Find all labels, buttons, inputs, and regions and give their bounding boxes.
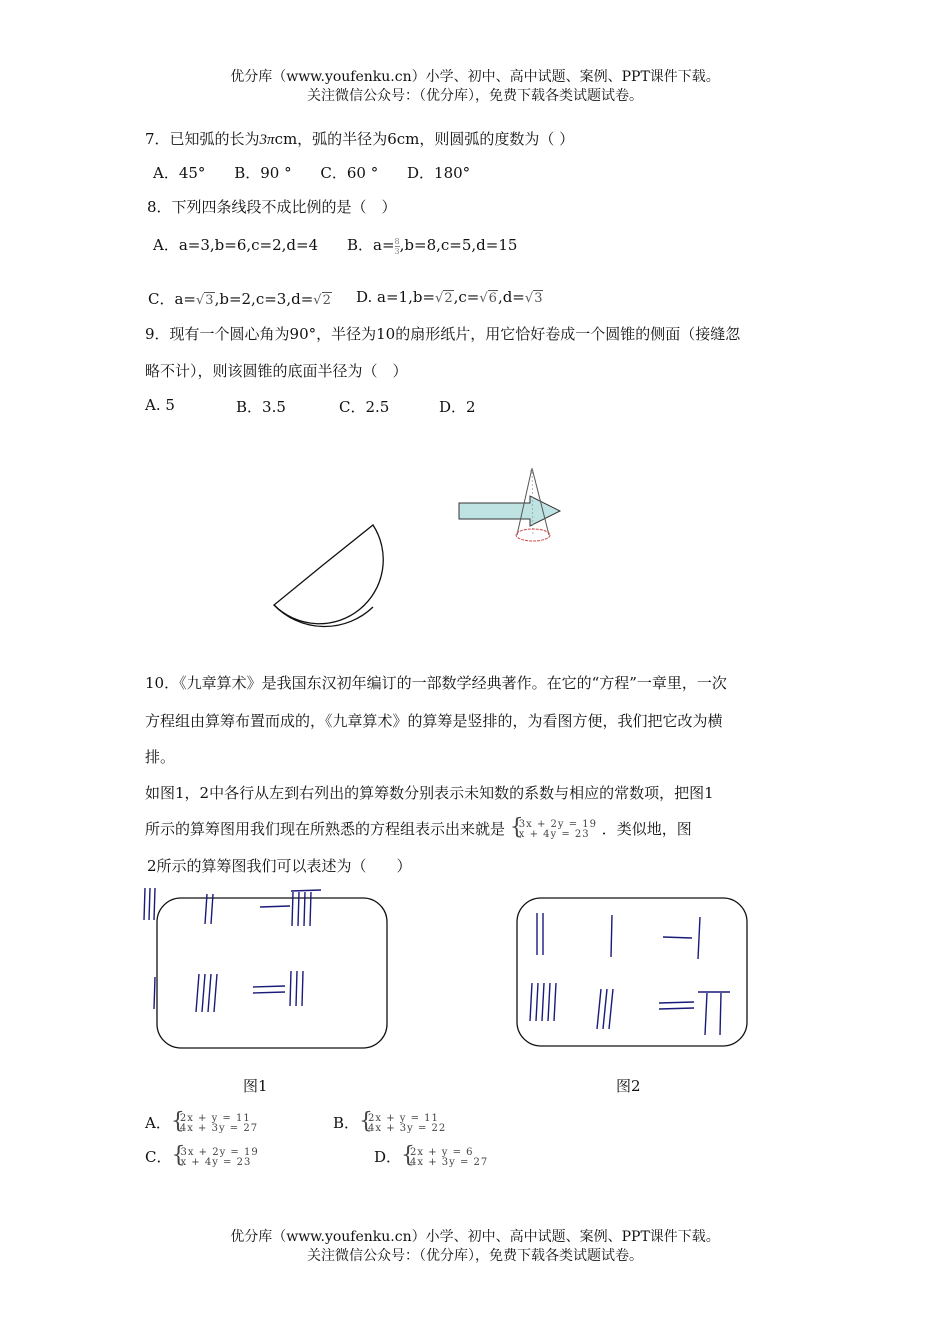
counting-rod (302, 971, 303, 1006)
radicand: 2 (322, 293, 331, 308)
counting-rod (548, 983, 550, 1021)
q10-option-d[interactable] (374, 1146, 488, 1168)
q10-line5-post: ．类似地，图 (601, 820, 692, 838)
header-line-1: 优分库（www.youfenku.cn）小学、初中、高中试题、案例、PPT课件下载。 (230, 69, 720, 85)
equation-line: { 3x + 2y = 19 (180, 1147, 259, 1158)
radicand: 2 (444, 291, 453, 306)
q7-option-a[interactable]: A．45° (153, 164, 206, 182)
sqrt-6: √6 (479, 291, 497, 306)
q7-text-post: cm，弧的半径为6cm，则圆弧的度数为（ ） (274, 130, 575, 148)
counting-rod (597, 989, 601, 1029)
counting-rod (149, 888, 150, 920)
counting-rod (609, 989, 613, 1029)
q7-text-pre: 7．已知弧的长为 (145, 130, 260, 148)
equation-line: x + 4y = 23 (518, 829, 590, 840)
counting-rod (292, 892, 293, 926)
figure-2-caption: 图2 (616, 1077, 641, 1095)
question-9-line-2: 略不计），则该圆锥的底面半径为（ ） (145, 362, 408, 380)
question-7 (145, 128, 574, 149)
q8-d-pre: D. a=1,b= (356, 288, 436, 306)
footer-line-2: 关注微信公众号：（优分库），免费下载各类试题试卷。 (307, 1248, 643, 1264)
equation-system (171, 1148, 258, 1168)
equation-system (359, 1114, 446, 1134)
q8-option-c[interactable] (148, 288, 332, 309)
q7-option-c[interactable]: C．60 ° (320, 164, 379, 182)
counting-rod (298, 892, 299, 926)
counting-rod (154, 977, 155, 1009)
svg-text:r: r (530, 468, 533, 476)
radicand: 6 (488, 291, 497, 306)
equation-line: { 3x + 2y = 19 (518, 819, 598, 830)
question-10-line-6: 2所示的算筹图我们可以表述为（ ） (147, 857, 412, 875)
fraction-numerator: 8 (394, 236, 400, 246)
equation-line: { 2x + y = 11 (368, 1113, 439, 1124)
counting-rod (214, 974, 217, 1012)
q7-arc-length: 3π (259, 132, 275, 148)
counting-rod (603, 989, 607, 1029)
q8-option-a[interactable]: A．a=3,b=6,c=2,d=4 (153, 236, 319, 254)
sqrt-3: √3 (196, 293, 214, 308)
counting-rod (720, 993, 721, 1035)
counting-rod (659, 1008, 694, 1009)
equation-line: 4x + 3y = 22 (368, 1123, 447, 1134)
question-10-line-2: 方程组由算筹布置而成的，《九章算术》的算筹是竖排的，为看图方便，我们把它改为横 (145, 712, 723, 730)
q8-c-pre: C．a= (148, 290, 196, 308)
counting-rod (154, 888, 155, 920)
equation-line: 4x + 3y = 27 (410, 1157, 489, 1168)
equation-line: 4x + 3y = 27 (179, 1123, 259, 1134)
counting-rod (291, 890, 321, 891)
figure-1-caption: 图1 (243, 1077, 268, 1095)
counting-rod (253, 992, 285, 993)
counting-rod (310, 892, 311, 926)
header-line-2: 关注微信公众号：（优分库），免费下载各类试题试卷。 (307, 88, 643, 104)
equation-system (171, 1114, 258, 1134)
equation-system (401, 1148, 488, 1168)
footer-line-1: 优分库（www.youfenku.cn）小学、初中、高中试题、案例、PPT课件下载。 (230, 1229, 720, 1245)
equation-line: { 2x + y = 11 (179, 1113, 251, 1124)
q8-b-post: ,b=8,c=5,d=15 (399, 236, 518, 254)
question-10-line-1: 10．《九章算术》是我国东汉初年编订的一部数学经典著作。在它的“方程”一章里，一次 (145, 674, 727, 692)
q8-d-mid2: ,d= (497, 288, 525, 306)
counting-rod (542, 983, 544, 1021)
counting-rod (611, 915, 612, 957)
sqrt-2: √2 (435, 291, 453, 306)
sector-shape (274, 525, 383, 624)
q8-d-mid1: ,c= (453, 288, 480, 306)
arrow-right-icon (459, 496, 560, 526)
q9-option-d[interactable]: D．2 (439, 398, 476, 416)
equation-line: { 2x + y = 6 (410, 1147, 474, 1158)
counting-rod (663, 937, 692, 938)
question-10-line-4: 如图1，2中各行从左到右列出的算筹数分别表示未知数的系数与相应的常数项，把图1 (145, 784, 714, 802)
radicand: 3 (205, 293, 214, 308)
fraction-denominator: 3 (394, 246, 400, 256)
radicand: 3 (534, 291, 543, 306)
counting-rod (530, 983, 532, 1021)
equation-system (510, 820, 597, 840)
sqrt-3: √3 (524, 291, 543, 306)
option-label: A． (145, 1114, 171, 1132)
q9-figure (260, 440, 580, 650)
q7-option-b[interactable]: B．90 ° (234, 164, 292, 182)
counting-rod (296, 971, 297, 1006)
q8-option-d[interactable] (356, 288, 543, 306)
option-label: B． (333, 1114, 360, 1132)
counting-rod (253, 986, 285, 987)
counting-rod (304, 892, 305, 926)
q10-line5-pre: 所示的算筹图用我们现在所熟悉的方程组表示出来就是 (145, 820, 506, 838)
counting-rods-figure-1 (135, 880, 405, 1060)
q10-option-b[interactable] (333, 1112, 446, 1134)
equation-line: x + 4y = 23 (180, 1157, 252, 1168)
counting-rod (290, 971, 291, 1006)
option-label: C． (145, 1148, 172, 1166)
counting-rod (659, 1002, 694, 1003)
q8-option-b[interactable] (347, 234, 517, 256)
figure-2-frame (517, 898, 747, 1046)
counting-rod (705, 993, 707, 1035)
q8-b-pre: B．a= (347, 236, 395, 254)
counting-rod (260, 906, 290, 907)
question-10-line-3: 排。 (145, 748, 176, 766)
q7-options (153, 162, 494, 183)
q9-option-c[interactable]: C．2.5 (339, 398, 390, 416)
question-8: 8．下列四条线段不成比例的是（ ） (147, 198, 397, 216)
question-9-line-1: 9．现有一个圆心角为90°，半径为10的扇形纸片，用它恰好卷成一个圆锥的侧面（接缝忽 (145, 325, 741, 343)
q8-c-mid: ,b=2,c=3,d= (214, 290, 314, 308)
figure-1-frame (157, 898, 387, 1048)
q10-option-a[interactable] (145, 1112, 258, 1134)
counting-rod (202, 974, 205, 1012)
sqrt-2: √2 (313, 293, 331, 308)
q10-option-c[interactable] (145, 1146, 259, 1168)
q9-option-a[interactable]: A. 5 (145, 396, 175, 414)
q9-option-b[interactable]: B．3.5 (236, 398, 286, 416)
counting-rod (208, 974, 211, 1012)
counting-rods-figure-2 (505, 885, 755, 1055)
counting-rod (698, 917, 700, 959)
q7-option-d[interactable]: D．180° (407, 164, 471, 182)
option-label: D． (374, 1148, 402, 1166)
counting-rod (144, 888, 145, 920)
counting-rod (196, 974, 199, 1012)
counting-rod (536, 983, 538, 1021)
counting-rod (554, 983, 556, 1021)
question-10-line-5 (145, 818, 692, 840)
